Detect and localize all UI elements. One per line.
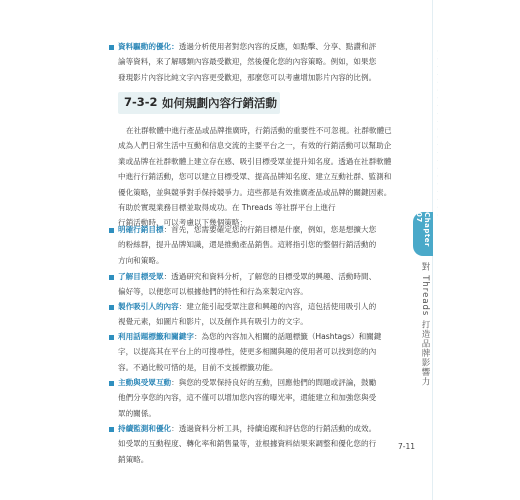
- bullet-text: 銷策略。: [118, 454, 149, 464]
- paragraph-line: 行銷活動時，可以考慮以下幾個策略：: [118, 218, 248, 228]
- bullet-text: 如受眾的互動程度、轉化率和銷售量等，並根據資料結果來調整和優化您的行: [118, 439, 377, 449]
- bullet-text: ：建立能引起受眾注意和興趣的內容，這包括使用吸引人的: [178, 302, 377, 311]
- bullet-marker: [109, 228, 114, 233]
- bullet-text: 容。不過比較可惜的是，目前不支援標籤功能。: [118, 362, 278, 372]
- strategy-bullet: [118, 299, 418, 330]
- bullet-text: ：為您的內容加入相關的話題標籤（Hashtags）和關鍵: [193, 332, 382, 341]
- intro-bullet: [118, 39, 418, 85]
- bullet-term: 主動與受眾互動: [118, 378, 172, 387]
- bullet-marker: [109, 381, 114, 386]
- bullet-term: 利用話題標籤和關鍵字: [118, 332, 194, 341]
- bullet-marker: [109, 427, 114, 432]
- chapter-tab-label: Chapter 07: [415, 212, 431, 247]
- bullet-text: 眾的關係。: [118, 408, 156, 418]
- bullet-term: 製作吸引人的內容: [118, 302, 179, 311]
- bullet-term: 了解目標受眾: [118, 272, 164, 281]
- bullet-text: 發現影片內容比純文字內容更受歡迎，那麼您可以考慮增加影片內容的比例。: [118, 72, 377, 82]
- bullet-text: 方向和策略。: [118, 255, 164, 265]
- bullet-term: 資料驅動的優化：: [118, 42, 179, 51]
- bullet-marker: [109, 305, 114, 310]
- chapter-tab: [413, 212, 433, 256]
- strategy-bullet: [118, 421, 418, 467]
- bullet-term: 持續監測和優化: [118, 424, 172, 433]
- bullet-text: 視覺元素，如圖片和影片，以及創作具有吸引力的文字。: [118, 317, 308, 327]
- bullet-text: 的粉絲群，提升品牌知識，還是推動產品銷售。這將指引您的整個行銷活動的: [118, 240, 377, 250]
- paragraph-line: 有助於實現業務目標並取得成功。在 Threads 等社群平台上進行: [118, 202, 336, 212]
- bullet-text: ：透過研究和資料分析，了解您的目標受眾的興趣、活動時間、: [163, 272, 377, 281]
- bullet-text: ：與您的受眾保持良好的互動，回應他們的問題或評論，鼓勵: [171, 378, 377, 387]
- bullet-marker: [109, 335, 114, 340]
- section-number: 7-3-2: [124, 95, 158, 109]
- body-paragraph: [118, 123, 418, 231]
- strategy-bullet: [118, 269, 418, 300]
- strategy-bullet: [118, 329, 418, 375]
- bullet-term: 明確行銷目標: [118, 225, 164, 234]
- bullet-text: 他們分享您的內容，這不僅可以增加您內容的曝光率，還能建立和加強您與受: [118, 393, 377, 403]
- bullet-text: 論等資料，來了解哪類內容最受歡迎，然後優化您的內容策略。例如，如果您: [118, 57, 377, 67]
- side-watermark-text: · · · · · · · · · · · · · · · · · · · · · ·: [433, 50, 440, 219]
- running-chapter-title: 對 Threads 打造品牌影響力: [420, 262, 430, 387]
- paragraph-line: 中進行行銷活動，您可以建立目標受眾、提高品牌知名度、建立互動社群、監測和: [118, 172, 392, 182]
- strategy-bullet: [118, 375, 418, 421]
- paragraph-line: 業或品牌在社群軟體上建立存在感、吸引目標受眾並提升知名度。透過在社群軟體: [118, 156, 392, 166]
- paragraph-line: 在社群軟體中進行產品或品牌推廣時，行銷活動的重要性不可忽視。社群軟體已: [126, 126, 392, 135]
- bullet-text: ：首先，您需要確定您的行銷目標是什麼，例如，您是想擴大您: [163, 225, 377, 234]
- bullet-text: ：透過資料分析工具，持續追蹤和評估您的行銷活動的成效。: [171, 424, 377, 433]
- section-title: 如何規劃內容行銷活動: [162, 96, 277, 110]
- bullet-text: 字，以提高其在平台上的可搜尋性，使更多相關與趣的使用者可以找到您的內: [118, 347, 377, 357]
- paragraph-line: 成為人們日常生活中互動和信息交流的主要平台之一，有效的行銷活動可以幫助企: [118, 141, 392, 151]
- section-heading: [118, 92, 280, 114]
- page-number: 7-11: [398, 442, 416, 451]
- strategy-bullet: [118, 222, 418, 268]
- bullet-text: 偏好等，以便您可以根據他們的特性和行為來製定內容。: [118, 287, 308, 297]
- bullet-marker: [109, 45, 114, 50]
- bullet-marker: [109, 275, 114, 280]
- bullet-text: 透過分析使用者對您內容的反應，如點擊、分享、點讚和評: [178, 42, 377, 51]
- paragraph-line: 優化策略，並與競爭對手保持競爭力。這些都是有效推廣產品或品牌的關鍵因素。: [118, 187, 392, 197]
